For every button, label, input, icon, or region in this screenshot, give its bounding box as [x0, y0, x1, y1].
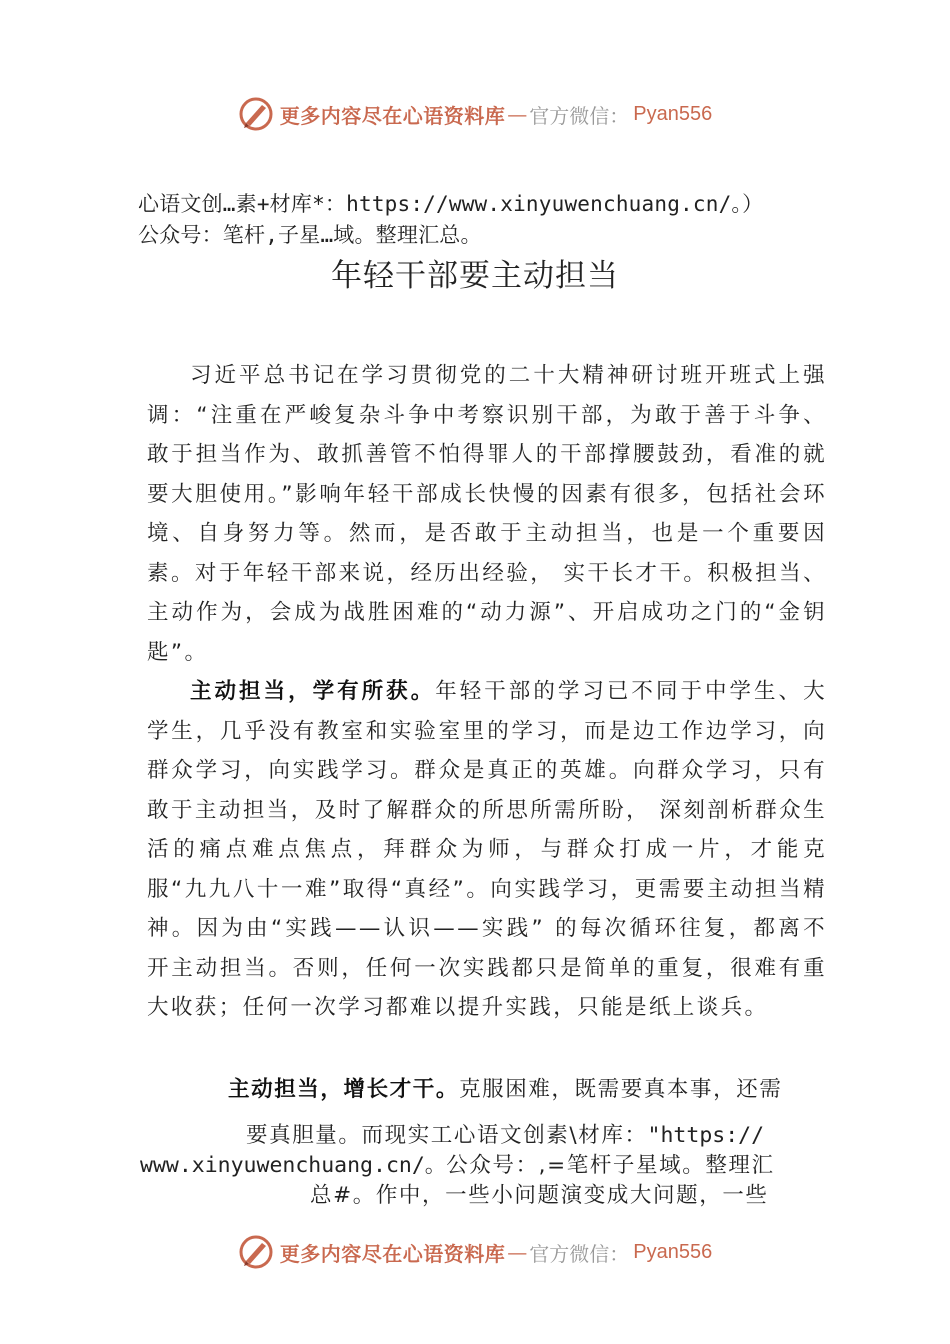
banner-text: 更多内容尽在心语资料库	[279, 1241, 506, 1266]
tail-line-2b: 公众号：,=笔杆子星域。整理汇	[446, 1153, 775, 1178]
banner-dash: —	[507, 102, 528, 126]
pen-logo-icon	[238, 96, 274, 132]
tail-line-3: 总#。作中，一些小问题演变成大问题，一些	[310, 1183, 769, 1208]
paragraph-learning-text: 年轻干部的学习已不同于中学生、大学生，几乎没有教室和实验室里的学习，而是边工作边学习，向群众学习，向实践学习。群众是真正的英雄。向群众学习，只有敢于主动担当，及时了解群众的所思所需所盼， 深刻剖析群众生活的痛点难点焦点，拜群众为师，与群众打成一片，才能克服“九九八十一难”取得“真经”。向实践学习，更需要主动担当精神。因为由“实践——认识——实践” 的每次循环往复，都离不开主动担当。否则，任何一次实践都只是简单的重复，很难有重大收获；任何一次学习都难以提升实践，只能是纸上谈兵。	[147, 679, 827, 1020]
header-banner	[0, 92, 950, 136]
source-line-1: 心语文创…素+材库*：https://www.xinyuwenchuang.cn/。）	[138, 192, 764, 216]
wechat-id: Pyan556	[633, 1240, 713, 1263]
wechat-label: 官方微信：	[529, 1241, 630, 1266]
article-body	[147, 356, 827, 1028]
tail-line-1b: "https://	[647, 1123, 765, 1148]
paragraph-learning-lead: 主动担当，学有所获。	[190, 679, 436, 704]
paragraph-learning	[147, 672, 827, 1028]
tail-line-1a: 要真胆量。而现实工心语文创素\材库：	[246, 1123, 648, 1148]
paragraph-talent-first-line	[228, 1072, 898, 1103]
page-title: 年轻干部要主动担当	[331, 258, 619, 294]
footer-banner	[0, 1230, 950, 1274]
tail-line-1	[246, 1118, 916, 1149]
tail-line-2	[140, 1148, 810, 1179]
tail-line-2a: www.xinyuwenchuang.cn/。	[140, 1153, 447, 1178]
source-line-2: 公众号：笔杆,子星…域。整理汇总。	[138, 223, 482, 247]
wechat-label: 官方微信：	[529, 103, 630, 128]
paragraph-intro: 习近平总书记在学习贯彻党的二十大精神研讨班开班式上强调：“注重在严峻复杂斗争中考察识别干部，为敢于善于斗争、敢于担当作为、敢抓善管不怕得罪人的干部撑腰鼓劲，看准的就要大胆使用。”影响年轻干部成长快慢的因素有很多，包括社会环境、自身努力等。然而，是否敢于主动担当，也是一个重要因素。对于年轻干部来说，经历出经验， 实干长才干。积极担当、主动作为，会成为战胜困难的“动力源”、开启成功之门的“金钥匙”。	[147, 363, 827, 665]
banner-dash: —	[507, 1240, 528, 1264]
paragraph-talent-text: 克服困难，既需要真本事，还需	[459, 1077, 783, 1102]
paragraph-talent-lead: 主动担当，增长才干。	[228, 1077, 460, 1102]
wechat-id: Pyan556	[633, 102, 713, 125]
pen-logo-icon	[238, 1234, 274, 1270]
banner-text: 更多内容尽在心语资料库	[279, 103, 506, 128]
